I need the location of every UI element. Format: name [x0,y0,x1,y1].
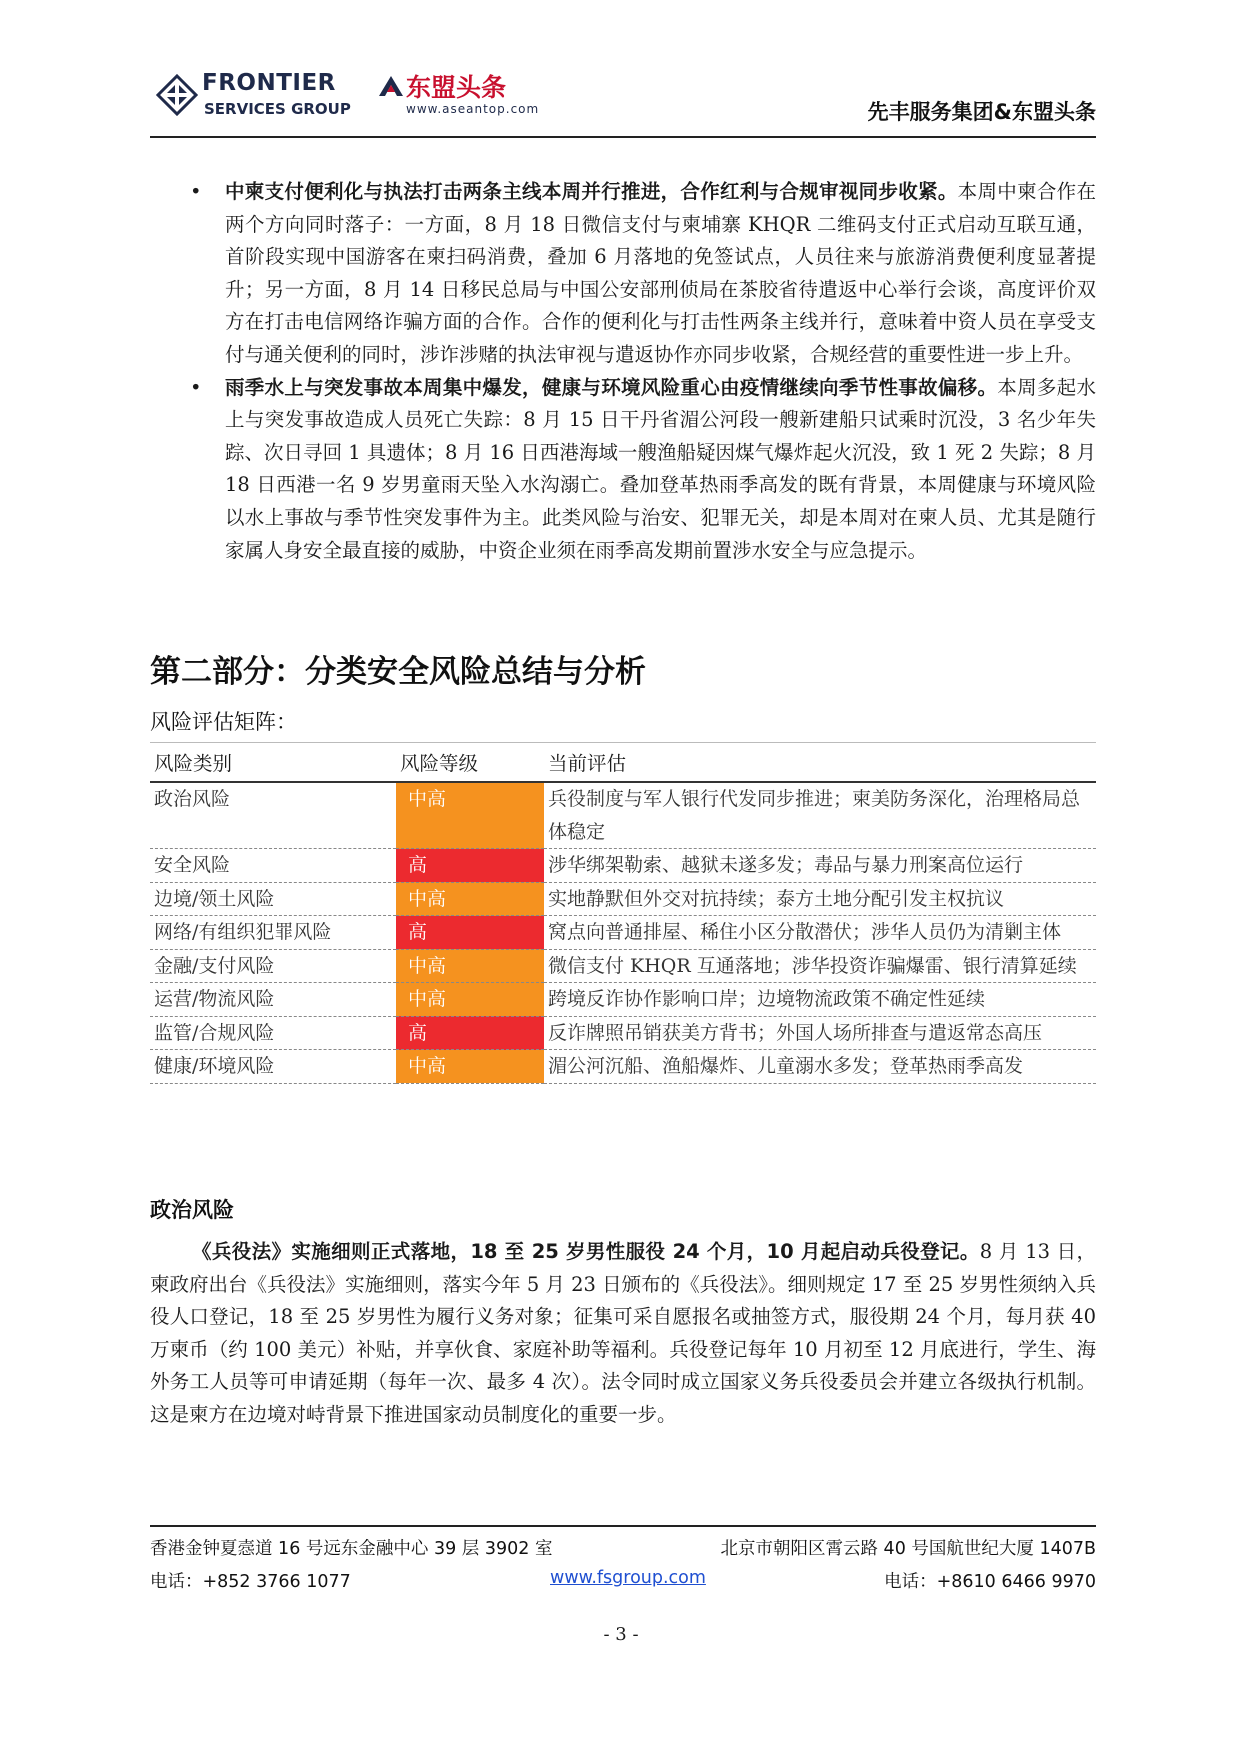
risk-level-cell: 高 [396,849,544,883]
table-row [150,1016,1096,1050]
political-risk-title: 政治风险 [150,1198,234,1222]
risk-level-cell: 中高 [396,882,544,916]
risk-assessment-cell: 微信支付 KHQR 互通落地；涉华投资诈骗爆雷、银行清算延续 [544,949,1096,983]
aseantop-logo [378,70,538,124]
risk-assessment-cell: 兵役制度与军人银行代发同步推进；柬美防务深化，治理格局总体稳定 [544,782,1096,849]
bullet-list [150,176,1096,567]
fsg-emblem-icon [156,74,198,116]
table-row [150,849,1096,883]
footer-phone-bj: 电话：+8610 6466 9970 [884,1572,1096,1592]
risk-matrix-table [150,742,1096,1084]
page-number: - 3 - [603,1624,639,1645]
table-row [150,782,1096,849]
risk-category-cell: 网络/有组织犯罪风险 [150,916,396,950]
bullet-lead: 中柬支付便利化与执法打击两条主线本周并行推进，合作红利与合规审视同步收紧。 [225,180,958,203]
bullet-lead: 雨季水上与突发事故本周集中爆发，健康与环境风险重心由疫情继续向季节性事故偏移。 [225,375,998,399]
table-row [150,882,1096,916]
bullet-text: 本周中柬合作在两个方向同时落子：一方面，8 月 18 日微信支付与柬埔寨 KHQR 二维码支付正式启动互联互通，首阶段实现中国游客在柬扫码消费，叠加 6 月落地的免签试点，人员往来与旅游消费便利度显著提升；另一方面，8 月 14 日移民总局与中国公安部刑侦局在茶胶省待遣返中心举行会谈，高度评价双方在打击电信网络诈骗方面的合作。合作的便利化与打击性两条主线并行，意味着中资人员在享受支付与通关便利的同时，涉诈涉赌的执法审视与遣返协作亦同步收紧，合规经营的重要性进一步上升。 [225,180,1096,366]
footer-address-hk: 香港金钟夏悫道 16 号远东金融中心 39 层 3902 室 [150,1539,553,1559]
page-header [150,64,1096,138]
risk-category-cell: 监管/合规风险 [150,1016,396,1050]
bullet-item [150,176,1096,372]
aseantop-name: 东盟头条 [406,73,507,102]
risk-assessment-cell: 跨境反诈协作影响口岸；边境物流政策不确定性延续 [544,983,1096,1017]
table-row [150,949,1096,983]
header-level: 风险等级 [396,743,544,783]
risk-category-cell: 健康/环境风险 [150,1050,396,1084]
risk-level-cell: 中高 [396,983,544,1017]
table-row [150,983,1096,1017]
table-row [150,1050,1096,1084]
risk-category-cell: 政治风险 [150,782,396,849]
footer-website-link[interactable]: www.fsgroup.com [550,1568,706,1588]
bullet-item [150,372,1096,568]
risk-category-cell: 运营/物流风险 [150,983,396,1017]
footer-phone-hk: 电话：+852 3766 1077 [150,1572,351,1592]
risk-assessment-cell: 反诈牌照吊销获美方背书；外国人场所排查与遣返常态高压 [544,1016,1096,1050]
aseantop-url: www.aseantop.com [406,102,540,116]
matrix-title: 风险评估矩阵： [150,710,297,734]
table-row [150,916,1096,950]
bullet-text: 本周多起水上与突发事故造成人员死亡失踪：8 月 15 日干丹省湄公河段一艘新建船只试乘时沉没，3 名少年失踪、次日寻回 1 具遗体；8 月 16 日西港海域一艘渔船疑因煤气爆炸起火沉没，致 1 死 2 失踪；8 月 18 日西港一名 9 岁男童雨天坠入水沟溺亡。叠加登革热雨季高发的既有背景，本周健康与环境风险以水上事故与季节性突发事件为主。此类风险与治安、犯罪无关，却是本周对在柬人员、尤其是随行家属人身安全最直接的威胁，中资企业须在雨季高发期前置涉水安全与应急提示。 [225,375,1096,562]
bullet-dot-icon: • [190,375,202,399]
political-risk-paragraph [150,1236,1096,1431]
risk-level-cell: 中高 [396,949,544,983]
risk-assessment-cell: 湄公河沉船、渔船爆炸、儿童溺水多发；登革热雨季高发 [544,1050,1096,1084]
section-title: 第二部分：分类安全风险总结与分析 [150,654,646,690]
aseantop-mark-icon [378,74,404,98]
footer-address-bj: 北京市朝阳区霄云路 40 号国航世纪大厦 1407B [720,1539,1096,1559]
risk-level-cell: 高 [396,1016,544,1050]
risk-assessment-cell: 窝点向普通排屋、稀住小区分散潜伏；涉华人员仍为清剿主体 [544,916,1096,950]
risk-level-cell: 中高 [396,1050,544,1084]
risk-level-cell: 高 [396,916,544,950]
risk-category-cell: 安全风险 [150,849,396,883]
fsg-logo [156,70,368,124]
fsg-name-line1: FRONTIER [202,70,336,96]
paragraph-lead: 《兵役法》实施细则正式落地，18 至 25 岁男性服役 24 个月，10 月起启动兵役登记。 [192,1240,980,1263]
risk-assessment-cell: 涉华绑架勒索、越狱未遂多发；毒品与暴力刑案高位运行 [544,849,1096,883]
risk-assessment-cell: 实地静默但外交对抗持续；泰方土地分配引发主权抗议 [544,882,1096,916]
header-assessment: 当前评估 [544,743,1096,783]
risk-category-cell: 边境/领土风险 [150,882,396,916]
fsg-name-line2: SERVICES GROUP [204,100,351,118]
risk-category-cell: 金融/支付风险 [150,949,396,983]
bullet-dot-icon: • [190,180,202,203]
header-category: 风险类别 [150,743,396,783]
risk-level-cell: 中高 [396,782,544,849]
table-header-row [150,743,1096,783]
paragraph-text: 8 月 13 日，柬政府出台《兵役法》实施细则，落实今年 5 月 23 日颁布的《兵役法》。细则规定 17 至 25 岁男性须纳入兵役人口登记，18 至 25 岁男性为履行义务对象；征集可采自愿报名或抽签方式，服役期 24 个月，每月获 40 万柬币（约 100 美元）补贴，并享伙食、家庭补助等福利。兵役登记每年 10 月初至 12 月底进行，学生、海外务工人员等可申请延期（每年一次、最多 4 次）。法令同时成立国家义务兵役委员会并建立各级执行机制。这是柬方在边境对峙背景下推进国家动员制度化的重要一步。 [150,1240,1096,1426]
header-title: 先丰服务集团&东盟头条 [867,100,1096,124]
footer-divider [150,1525,1096,1527]
